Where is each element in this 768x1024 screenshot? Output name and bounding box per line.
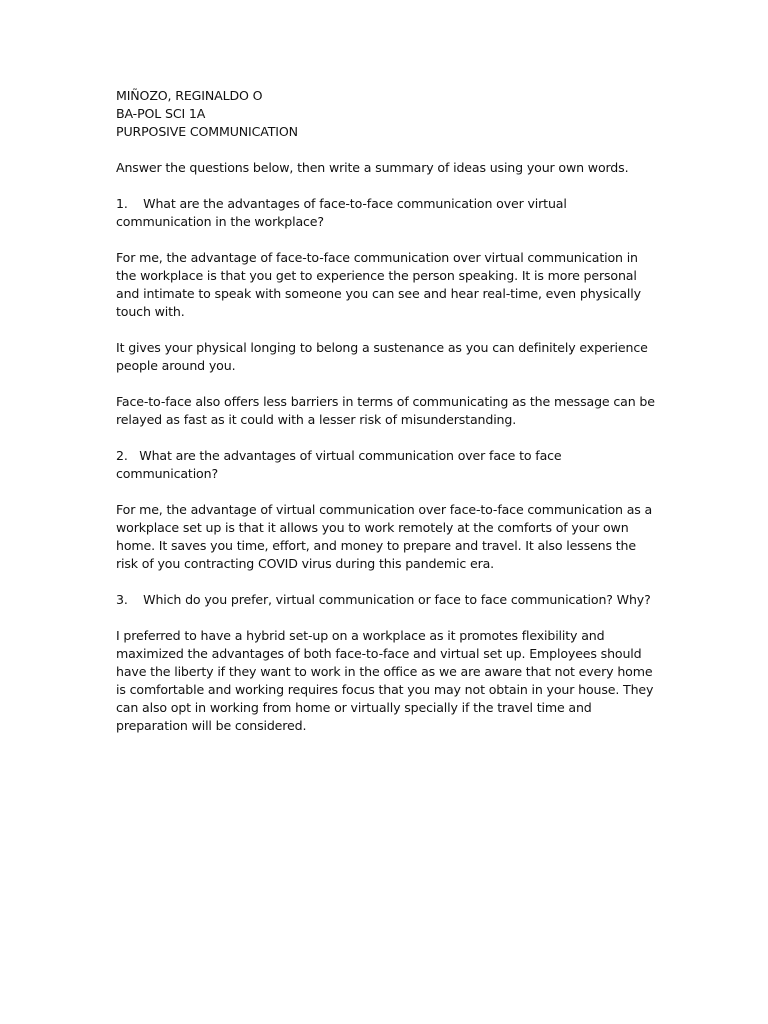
instructions: Answer the questions below, then write a summary of ideas using your own words. — [116, 160, 629, 175]
answer-paragraph: For me, the advantage of virtual communication over face-to-face communication as a workplace set up is that it allows you to work remotely at the comforts of your own home. It saves you time, effort, and money to prepare and travel. It also lessens the risk of you contracting COVID virus during this pandemic era. — [116, 502, 653, 571]
student-name: MIÑOZO, REGINALDO O — [116, 88, 263, 103]
answer-paragraph: I preferred to have a hybrid set-up on a workplace as it promotes flexibility and maximized the advantages of both face-to-face and virtual set up. Employees should have the liberty if they want to work in the office as we are aware that not every home is comfortable and working requires focus that you may not obtain in your house. They can also opt in working from home or virtually specially if the travel time and preparation will be considered. — [116, 628, 654, 733]
question-3 — [116, 591, 656, 609]
question-text: What are the advantages of face-to-face communication over virtual communication in the workplace? — [116, 196, 567, 229]
document-body — [116, 87, 656, 753]
question-1 — [116, 195, 656, 231]
question-number: 1. — [116, 196, 128, 211]
answer-paragraph: It gives your physical longing to belong a sustenance as you can definitely experience people around you. — [116, 340, 648, 373]
answer-paragraph: For me, the advantage of face-to-face communication over virtual communication in the workplace is that you get to experience the person speaking. It is more personal and intimate to speak with someone you can see and hear real-time, even physically touch with. — [116, 250, 641, 319]
student-header — [116, 87, 656, 141]
subject-title: PURPOSIVE COMMUNICATION — [116, 124, 298, 139]
question-text: Which do you prefer, virtual communication or face to face communication? Why? — [143, 592, 651, 607]
question-number: 2. — [116, 448, 128, 463]
answer-paragraph: Face-to-face also offers less barriers in terms of communicating as the message can be relayed as fast as it could with a lesser risk of misunderstanding. — [116, 394, 655, 427]
question-number: 3. — [116, 592, 128, 607]
course-section: BA-POL SCI 1A — [116, 106, 206, 121]
question-text: What are the advantages of virtual communication over face to face communication? — [116, 448, 562, 481]
question-2 — [116, 447, 656, 483]
